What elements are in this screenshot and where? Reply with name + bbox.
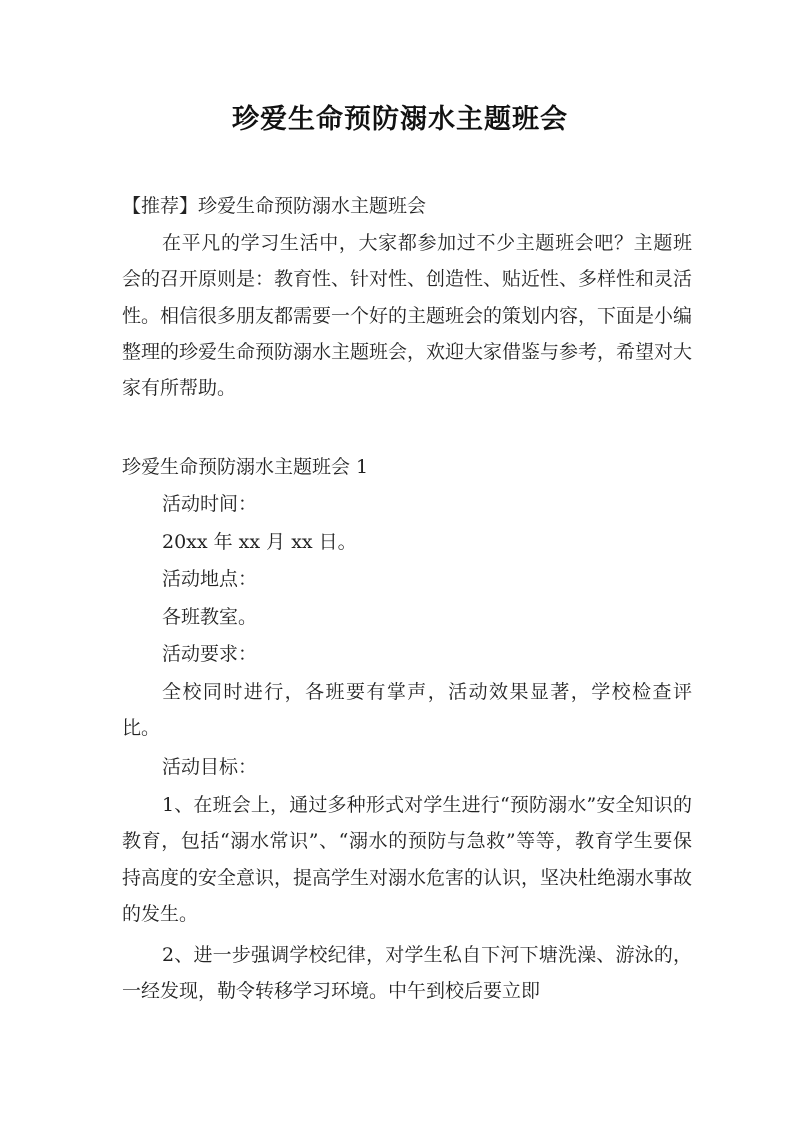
time-label: 活动时间： [162,493,258,515]
intro-paragraph: 在平凡的学习生活中，大家都参加过不少主题班会吧？主题班会的召开原则是：教育性、针对性、创造性、贴近性、多样性和灵活性。相信很多朋友都需要一个好的主题班会的策划内容，下面是小编整理的珍爱生命预防溺水主题班会，欢迎大家借鉴与参考，希望对大家有所帮助。 [122,232,693,400]
section-heading: 珍爱生命预防溺水主题班会 1 [122,456,369,478]
requirement-paragraph: 全校同时进行，各班要有掌声，活动效果显著，学校检查评比。 [122,681,692,740]
goal-2-paragraph: 2、进一步强调学校纪律，对学生私自下河下塘洗澡、游泳的，一经发现，勒令转移学习环境。中午到校后要立即 [122,944,692,1003]
time-value: 20xx 年 xx 月 xx 日。 [162,531,357,553]
document-title: 珍爱生命预防溺水主题班会 [232,104,568,135]
place-value: 各班教室。 [162,606,258,628]
place-label: 活动地点： [162,568,258,590]
goal-label: 活动目标： [162,756,258,778]
requirement-label: 活动要求： [162,643,258,665]
recommend-line: 【推荐】珍爱生命预防溺水主题班会 [122,195,427,217]
goal-1-paragraph: 1、在班会上，通过多种形式对学生进行“预防溺水”安全知识的教育，包括“溺水常识”、“溺水的预防与急救”等等，教育学生要保持高度的安全意识，提高学生对溺水危害的认识，坚决杜绝溺水事故的发生。 [122,794,693,925]
